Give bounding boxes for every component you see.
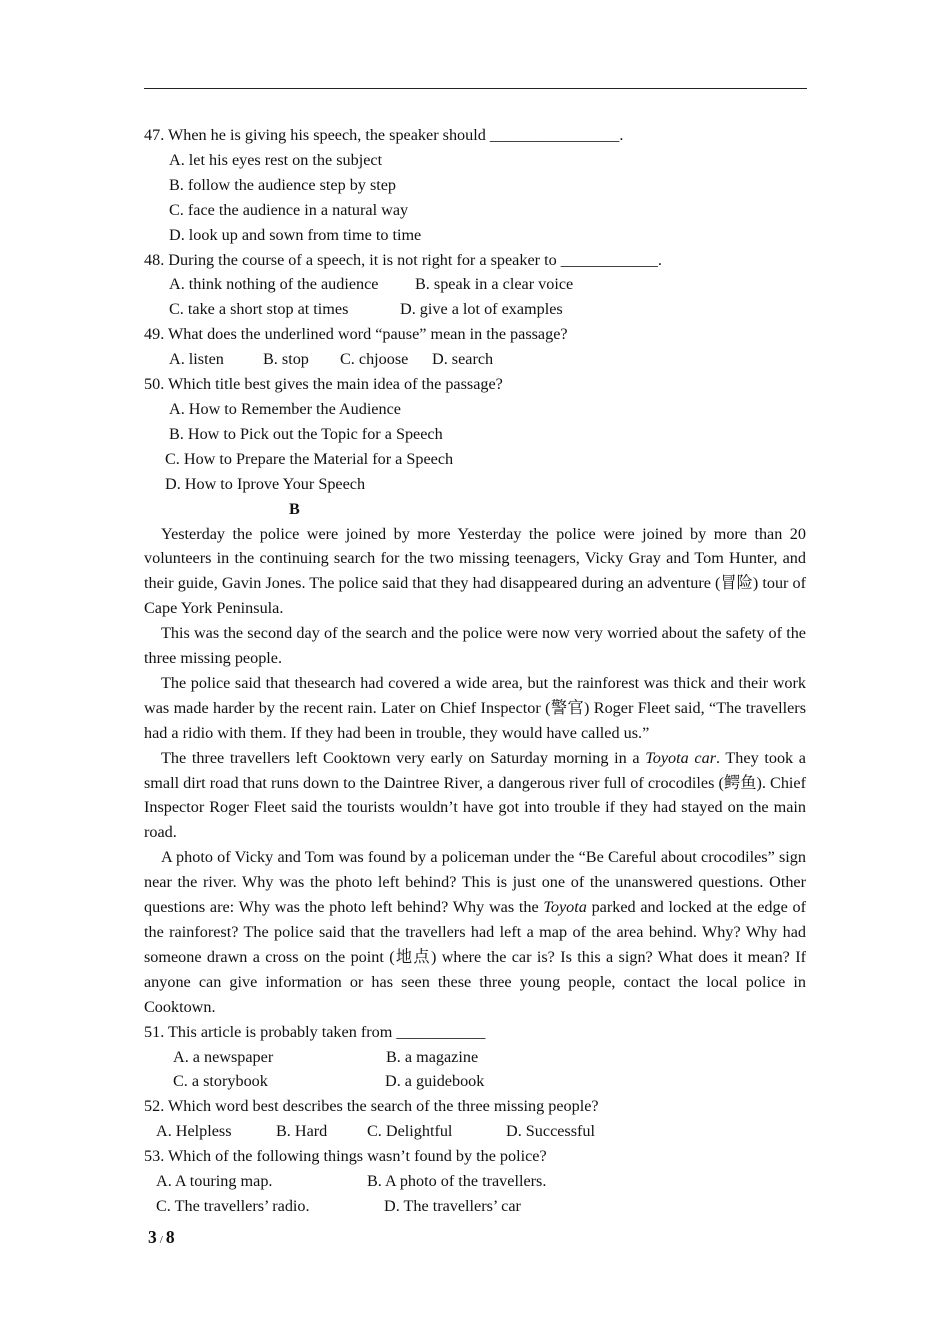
question-49-option-d: D. search [432,350,494,369]
question-48-options-row-1 [144,272,806,297]
question-48-option-b: B. speak in a clear voice [415,275,574,294]
page-number-total: 8 [165,1227,175,1247]
question-48-option-c: C. take a short stop at times [169,300,349,319]
question-51-option-d: D. a guidebook [385,1072,485,1091]
question-50-option-a: A. How to Remember the Audience [169,399,401,418]
question-49-stem: 49. What does the underlined word “pause” mean in the passage? [144,325,568,344]
section-heading-b: B [289,499,300,518]
question-52-stem: 52. Which word best describes the search of the three missing people? [144,1097,599,1116]
question-49-options [144,347,806,372]
question-50-option-b: B. How to Pick out the Topic for a Speech [169,424,443,443]
question-50-stem: 50. Which title best gives the main idea of the passage? [144,375,503,394]
page-number [148,1227,175,1248]
page-content [144,123,806,1219]
question-48-stem: 48. During the course of a speech, it is not right for a speaker to ____________. [144,250,662,269]
question-51-stem: 51. This article is probably taken from ___________ [144,1022,486,1041]
passage-paragraph-5-part-2: parked and locked at the edge of the rainforest? The police said that the travellers had left a map of the area behind. Why? Why had someone drawn a cross on the point (地点) where the car is? Is this a sign? What does it mean? If anyone can give information or has seen these three young people, contact the local police in Cooktown. [144,898,807,1016]
question-52-option-c: C. Delightful [367,1122,453,1141]
passage-paragraph-4-part-1: The three travellers left Cooktown very early on Saturday morning in a [161,748,646,767]
page-number-separator: / [159,1234,163,1246]
passage-paragraph-5-part-1: A photo of Vicky and Tom was found by a policeman under the “Be Careful about crocodiles” sign near the river. Why was the photo left behind? This is just one of the unanswered questions. Other questions are: Why was the photo left behind? Why was the [144,848,806,917]
question-52-option-d: D. Successful [506,1122,596,1141]
question-48-option-a: A. think nothing of the audience [169,275,379,294]
passage-paragraph-5-italic: Toyota [543,898,587,917]
question-51-options-row-2 [144,1069,806,1094]
question-51-option-c: C. a storybook [173,1072,268,1091]
passage-paragraph-5 [144,845,806,1019]
question-52-option-a: A. Helpless [156,1122,232,1141]
question-53-option-b: B. A photo of the travellers. [367,1172,547,1191]
question-47-option-a: A. let his eyes rest on the subject [169,150,383,169]
question-49-option-b: B. stop [263,350,309,369]
question-51-options-row-1 [144,1045,806,1070]
question-47-option-d: D. look up and sown from time to time [169,225,422,244]
passage-paragraph-2: This was the second day of the search and the police were now very worried about the safety of the three missing people. [144,624,806,668]
question-52-options [144,1119,806,1144]
passage-paragraph-1: Yesterday the police were joined by more Yesterday the police were joined by more than 20 volunteers in the continuing search for the two missing teenagers, Vicky Gray and Tom Hunter, and their guide, Gavin Jones. The police said that they had disappeared during an adventure (冒险) tour of Cape York Peninsula. [144,524,806,618]
question-53-stem: 53. Which of the following things wasn’t found by the police? [144,1147,547,1166]
question-53-option-c: C. The travellers’ radio. [156,1196,310,1215]
question-52-option-b: B. Hard [276,1122,328,1141]
question-50-option-d: D. How to Iprove Your Speech [165,474,366,493]
question-51-option-b: B. a magazine [386,1047,479,1066]
passage-paragraph-4 [144,746,806,846]
question-50-option-c: C. How to Prepare the Material for a Speech [165,449,454,468]
question-53-options-row-1 [144,1169,806,1194]
question-47-option-c: C. face the audience in a natural way [169,200,409,219]
question-53-options-row-2 [144,1194,806,1219]
question-47-option-b: B. follow the audience step by step [169,175,397,194]
page-number-current: 3 [148,1227,157,1247]
passage-paragraph-4-part-2: . They took a small dirt road that runs down to the Daintree River, a dangerous river full of crocodiles (鳄鱼). Chief Inspector Roger Fleet said the tourists wouldn’t have got into trouble if they had stayed on the main road. [144,748,806,842]
question-51-option-a: A. a newspaper [173,1047,274,1066]
passage-paragraph-3: The police said that thesearch had covered a wide area, but the rainforest was thick and their work was made harder by the recent rain. Later on Chief Inspector (警官) Roger Fleet said, “The travellers had a ridio with them. If they had been in trouble, they would have called us.” [144,673,806,742]
question-48-options-row-2 [144,297,806,322]
question-48-option-d: D. give a lot of examples [400,300,563,319]
question-49-option-a: A. listen [169,350,224,369]
question-47-stem: 47. When he is giving his speech, the speaker should ________________. [144,126,624,144]
passage-paragraph-4-italic: Toyota car [645,748,716,767]
question-53-option-a: A. A touring map. [156,1172,273,1191]
question-49-option-c: C. chjoose [340,350,409,369]
header-rule [144,88,807,89]
question-53-option-d: D. The travellers’ car [384,1196,521,1215]
